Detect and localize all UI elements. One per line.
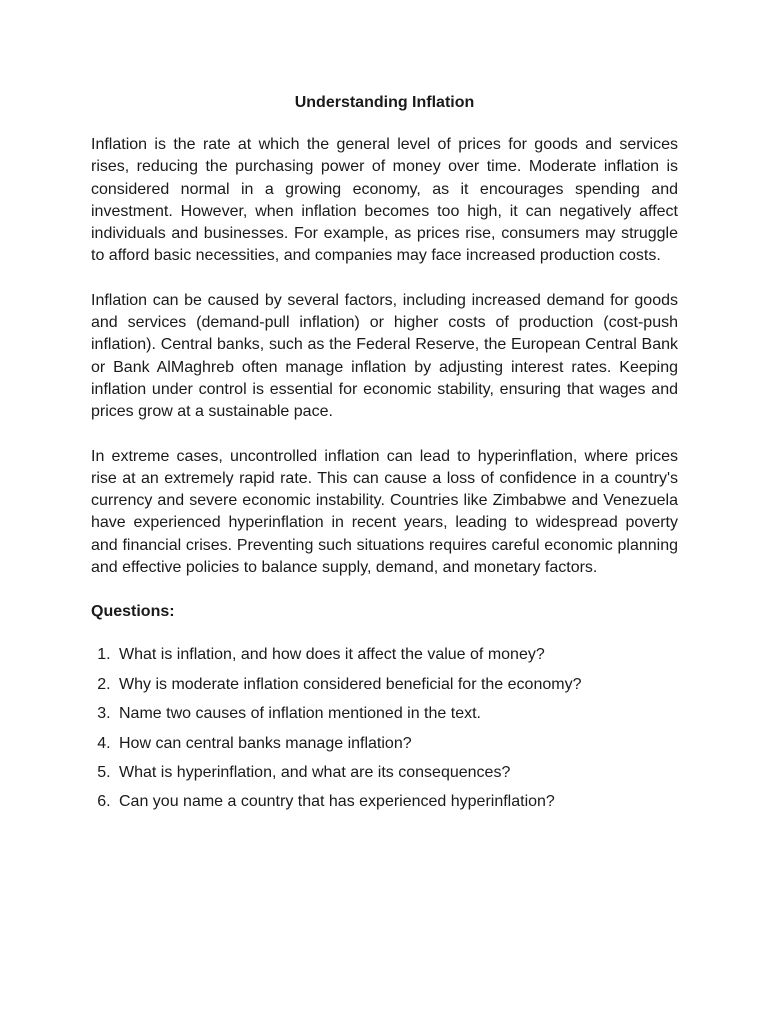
questions-list: [91, 644, 678, 813]
question-item: 1. What is inflation, and how does it affect the value of money?: [115, 644, 678, 666]
question-item: 5. What is hyperinflation, and what are its consequences?: [115, 762, 678, 784]
questions-heading: Questions:: [91, 603, 175, 621]
question-item: 3. Name two causes of inflation mentioned in the text.: [115, 703, 678, 725]
question-item: 6. Can you name a country that has experienced hyperinflation?: [115, 791, 678, 813]
paragraph-definition: Inflation is the rate at which the general level of prices for goods and services rises, reducing the purchasing power of money over time. Moderate inflation is considered normal in a growing economy, as it encourages spending and investment. However, when inflation becomes too high, it can negatively affect individuals and businesses. For example, as prices rise, consumers may struggle to afford basic necessities, and companies may face increased production costs.: [91, 136, 678, 265]
question-item: 2. Why is moderate inflation considered beneficial for the economy?: [115, 674, 678, 696]
document-title: Understanding Inflation: [294, 94, 475, 111]
paragraph-hyperinflation: In extreme cases, uncontrolled inflation can lead to hyperinflation, where prices rise at an extremely rapid rate. This can cause a loss of confidence in a country's currency and severe economic instability. Countries like Zimbabwe and Venezuela have experienced hyperinflation in recent years, leading to widespread poverty and financial crises. Preventing such situations requires careful economic planning and effective policies to balance supply, demand, and monetary factors.: [91, 447, 678, 577]
document-page: [91, 92, 678, 821]
paragraph-causes: Inflation can be caused by several factors, including increased demand for goods and services (demand-pull inflation) or higher costs of production (cost-push inflation). Central banks, such as the Federal Reserve, the European Central Bank or Bank AlMaghreb often manage inflation by adjusting interest rates. Keeping inflation under control is essential for economic stability, ensuring that wages and prices grow at a sustainable pace.: [91, 291, 678, 421]
question-item: 4. How can central banks manage inflation?: [115, 733, 678, 755]
